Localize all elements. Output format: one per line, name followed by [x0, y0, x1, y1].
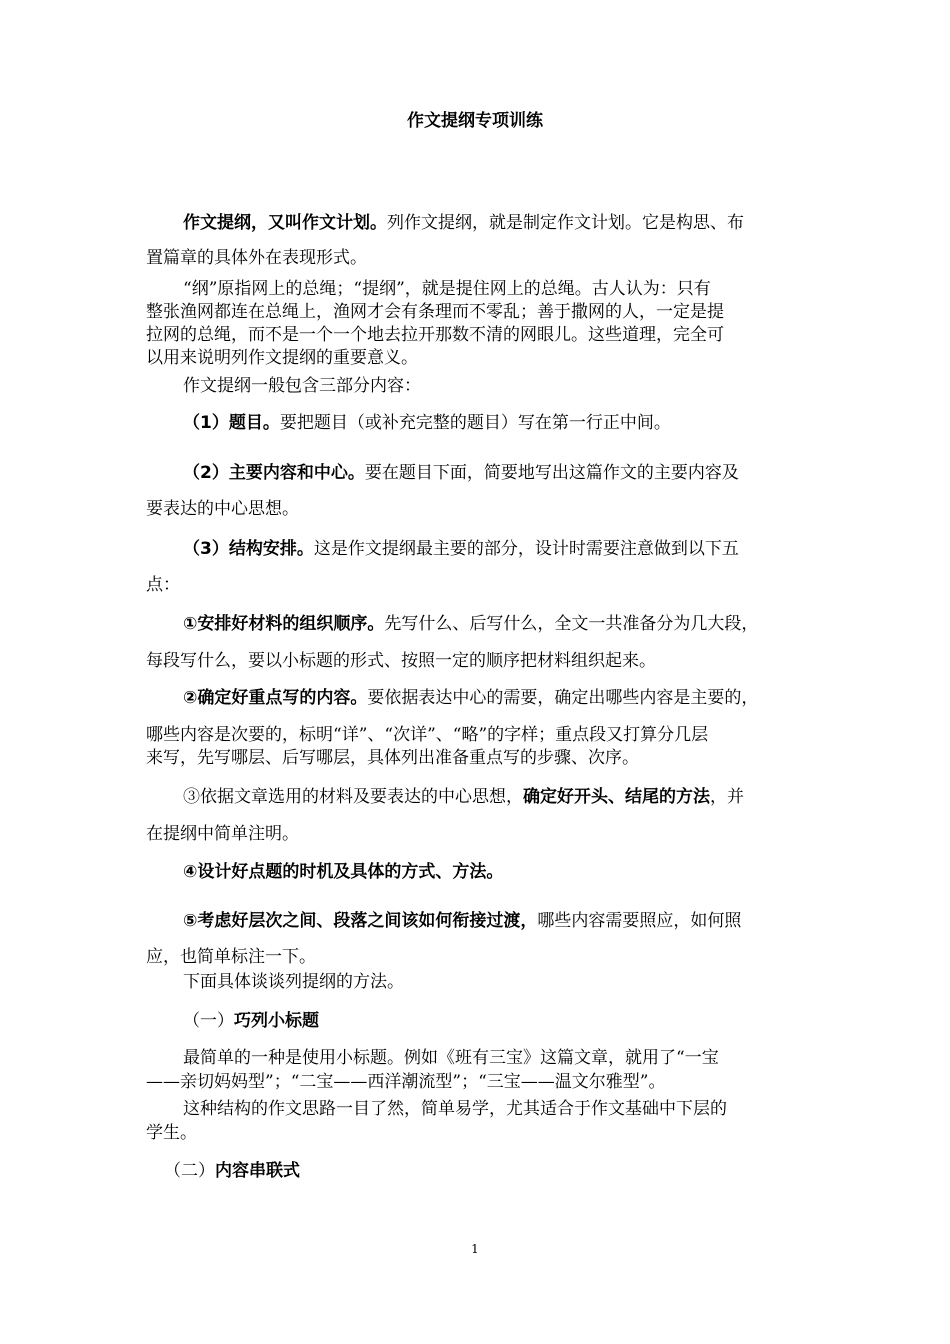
paragraph-line: 作文提纲一般包含三部分内容： — [183, 376, 421, 396]
list-item-heading: ①安排好材料的组织顺序。 — [183, 614, 385, 634]
paragraph-line: 要表达的中心思想。 — [146, 499, 299, 519]
list-item-heading: （3）结构安排。 — [183, 539, 314, 559]
section-heading — [164, 1160, 300, 1182]
section-heading — [183, 1010, 319, 1032]
document-title: 作文提纲专项训练 — [407, 111, 543, 131]
body-text: ，并 — [710, 787, 744, 807]
paragraph-line: 这种结构的作文思路一目了然，简单易学，尤其适合于作文基础中下层的 — [183, 1099, 727, 1119]
page-number: 1 — [471, 1242, 479, 1256]
paragraph-line: 以用来说明列作文提纲的重要意义。 — [146, 348, 418, 368]
list-item — [183, 687, 758, 709]
list-item-heading: （1）题目。 — [183, 413, 280, 433]
list-item-heading: （2）主要内容和中心。 — [183, 463, 365, 483]
paragraph-line — [183, 212, 744, 234]
paragraph-line: 置篇章的具体外在表现形式。 — [146, 248, 367, 268]
paragraph-line: 拉网的总绳，而不是一个一个地去拉开那数不清的网眼儿。这些道理，完全可 — [146, 325, 724, 345]
list-item — [183, 412, 671, 434]
section-title: 内容串联式 — [215, 1161, 300, 1181]
list-item — [183, 910, 741, 932]
list-item — [183, 786, 744, 808]
paragraph-line: 最简单的一种是使用小标题。例如《班有三宝》这篇文章，就用了“一宝 — [183, 1048, 719, 1068]
list-item-heading: ②确定好重点写的内容。 — [183, 688, 368, 708]
paragraph-line: ——亲切妈妈型”；“二宝——西洋潮流型”；“三宝——温文尔雅型”。 — [146, 1072, 666, 1092]
paragraph-line: 下面具体谈谈列提纲的方法。 — [183, 972, 404, 992]
list-item — [183, 462, 739, 484]
paragraph-line: 整张渔网都连在总绳上，渔网才会有条理而不零乱；善于撒网的人，一定是提 — [146, 302, 724, 322]
body-text: 列作文提纲，就是制定作文计划。它是构思、布 — [387, 213, 744, 233]
body-text: ③依据文章选用的材料及要表达的中心思想， — [183, 787, 523, 807]
body-text: 要在题目下面，简要地写出这篇作文的主要内容及 — [364, 463, 739, 483]
paragraph-line: 来写，先写哪层、后写哪层，具体列出准备重点写的步骤、次序。 — [146, 748, 639, 768]
body-text: 要依据表达中心的需要，确定出哪些内容是主要的， — [367, 688, 759, 708]
paragraph-line: “纲”原指网上的总绳；“提纲”，就是提住网上的总绳。古人认为：只有 — [183, 279, 711, 299]
paragraph-line: 在提纲中简单注明。 — [146, 824, 299, 844]
list-item-heading: ⑤考虑好层次之间、段落之间该如何衔接过渡， — [183, 911, 538, 931]
paragraph-line: 应，也简单标注一下。 — [146, 947, 316, 967]
bold-lead: 作文提纲，又叫作文计划。 — [183, 213, 387, 233]
list-item-heading: ④设计好点题的时机及具体的方式、方法。 — [183, 862, 504, 882]
body-text: 这是作文提纲最主要的部分，设计时需要注意做到以下五 — [313, 539, 739, 559]
section-number: （二） — [164, 1161, 215, 1181]
paragraph-line: 学生。 — [146, 1123, 197, 1143]
body-text: 要把题目（或补充完整的题目）写在第一行正中间。 — [279, 413, 671, 433]
section-number: （一） — [183, 1011, 234, 1031]
list-item — [183, 861, 503, 883]
section-title: 巧列小标题 — [234, 1011, 319, 1031]
list-item-heading: 确定好开头、结尾的方法 — [523, 787, 710, 807]
body-text: 先写什么、后写什么，全文一共准备分为几大段， — [384, 614, 759, 634]
paragraph-line: 点： — [146, 575, 180, 595]
body-text: 哪些内容需要照应，如何照 — [537, 911, 742, 931]
paragraph-line: 每段写什么，要以小标题的形式、按照一定的顺序把材料组织起来。 — [146, 651, 656, 671]
list-item — [183, 613, 758, 635]
list-item — [183, 538, 739, 560]
paragraph-line: 哪些内容是次要的，标明“详”、“次详”、“略”的字样；重点段又打算分几层 — [146, 725, 709, 745]
